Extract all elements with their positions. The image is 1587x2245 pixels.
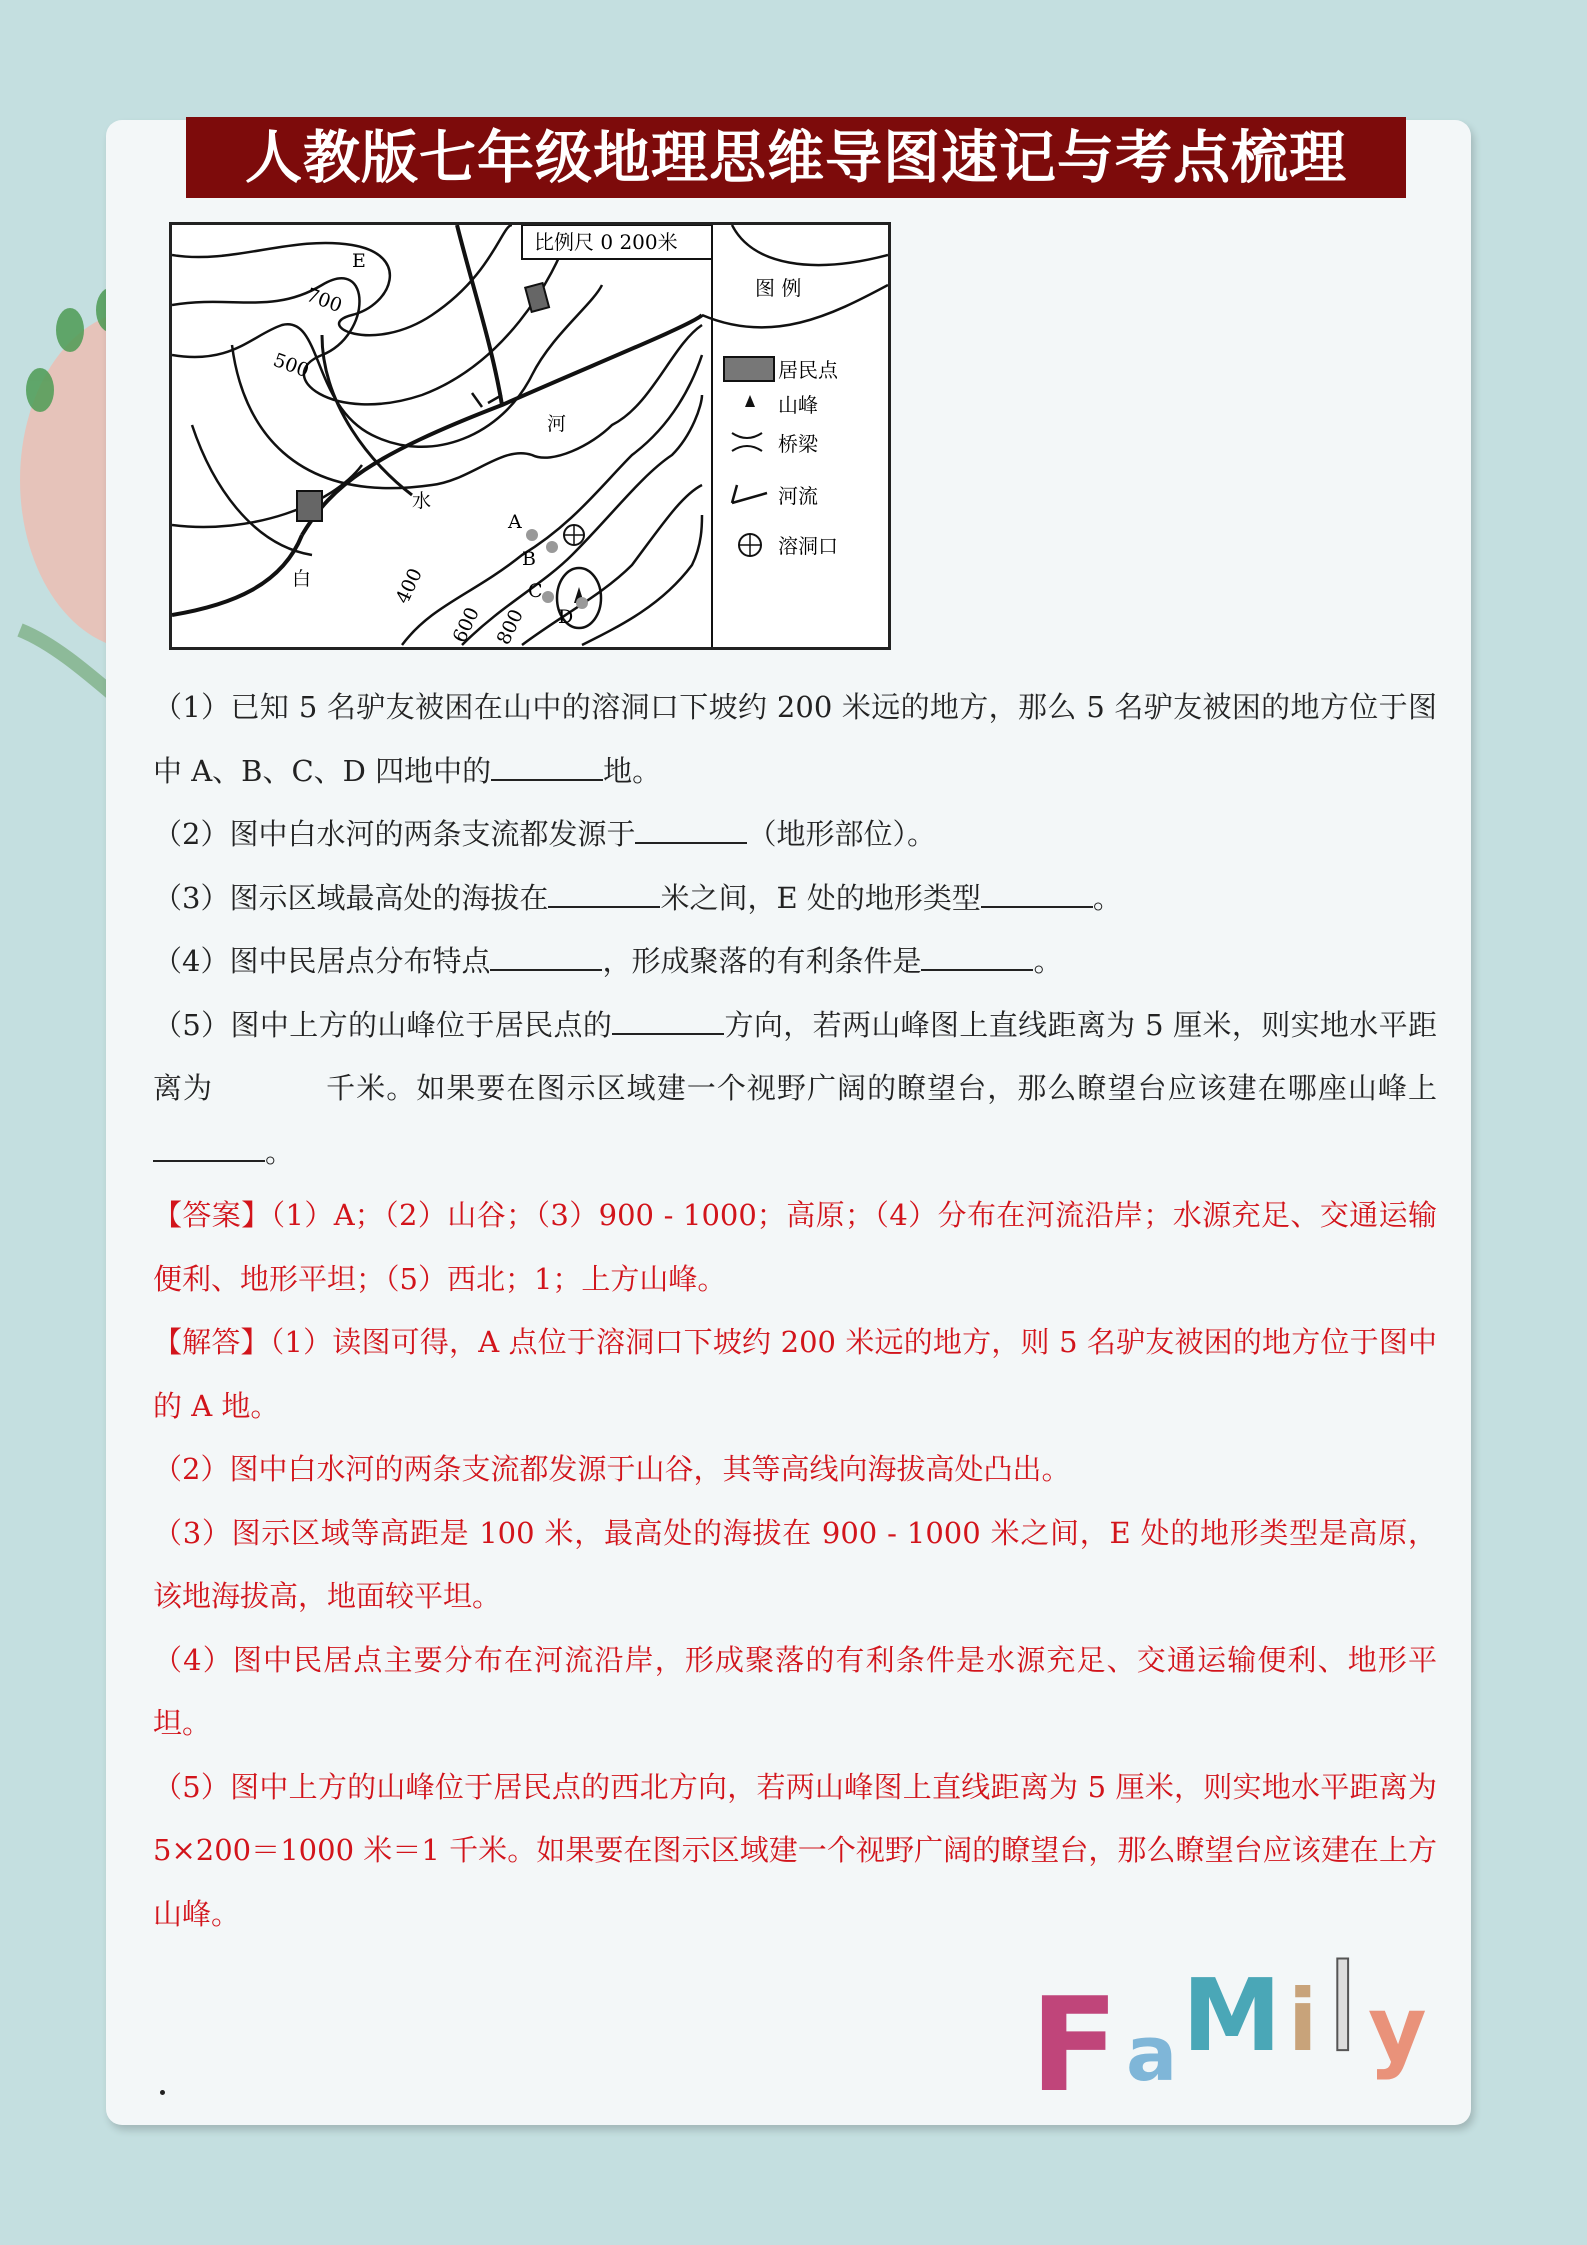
answer-blank[interactable] xyxy=(612,1004,724,1035)
answer-blank[interactable] xyxy=(153,1131,265,1162)
answer-blank[interactable] xyxy=(213,1069,325,1098)
legend-title: 图 例 xyxy=(755,276,802,300)
contour-label-800: 800 xyxy=(492,605,528,647)
question-5: （5）图中上方的山峰位于居民点的 方向，若两山峰图上直线距离为 5 厘米，则实地水平距离为 千米。如果要在图示区域建一个视野广阔的瞭望台，那么瞭望台应该建在哪座山峰上。 xyxy=(153,994,1437,1185)
svg-text:y: y xyxy=(1368,1977,1427,2082)
legend-settlement: 居民点 xyxy=(778,358,838,382)
legend-river: 河流 xyxy=(778,484,818,508)
legend-bridge: 桥梁 xyxy=(778,432,818,456)
point-a: A xyxy=(508,511,522,533)
page-title: 人教版七年级地理思维导图速记与考点梳理 xyxy=(186,117,1406,198)
answer-section xyxy=(153,1184,1437,1311)
answer-blank[interactable] xyxy=(490,940,602,971)
point-c: C xyxy=(528,580,543,602)
river-char-bai: 白 xyxy=(292,568,312,590)
svg-text:a: a xyxy=(1126,2009,1178,2098)
river-char-shui: 水 xyxy=(412,490,432,512)
answer-blank[interactable] xyxy=(981,877,1093,908)
contour-label-400: 400 xyxy=(391,564,427,608)
explanation-4: （4）图中民居点主要分布在河流沿岸，形成聚落的有利条件是水源充足、交通运输便利、地形平坦。 xyxy=(153,1642,1437,1740)
question-3: （3）图示区域最高处的海拔在 米之间，E 处的地形类型 。 xyxy=(153,867,1437,931)
answer-blank[interactable] xyxy=(921,940,1033,971)
contour-map-drawing xyxy=(172,225,888,647)
explanation-2: （2）图中白水河的两条支流都发源于山谷，其等高线向海拔高处凸出。 xyxy=(153,1452,1071,1486)
answer-blank[interactable] xyxy=(635,813,747,844)
answer-text: （1）A；（2）山谷；（3）900 - 1000；高原；（4）分布在河流沿岸；水源充足、交通运输便利、地形平坦；（5）西北；1；上方山峰。 xyxy=(153,1198,1437,1296)
explanation-3: （3）图示区域等高距是 100 米，最高处的海拔在 900 - 1000 米之间，E 处的地形类型是高原，该地海拔高，地面较平坦。 xyxy=(153,1515,1437,1613)
point-d: D xyxy=(558,606,574,628)
river-char-he: 河 xyxy=(547,413,567,435)
explanation-5: （5）图中上方的山峰位于居民点的西北方向，若两山峰图上直线距离为 5 厘米，则实地水平距离为 5×200＝1000 米＝1 千米。如果要在图示区域建一个视野广阔的瞭望台，那么瞭望台应该建在上方山峰。 xyxy=(153,1769,1437,1931)
contour-label-600: 600 xyxy=(448,603,484,647)
question-1: （1）已知 5 名驴友被困在山中的溶洞口下坡约 200 米远的地方，那么 5 名驴友被困的地方位于图中 A、B、C、D 四地中的 地。 xyxy=(153,690,1437,788)
family-logo xyxy=(1030,1900,1450,2110)
point-e: E xyxy=(352,250,366,272)
point-b: B xyxy=(522,548,536,570)
svg-text:M: M xyxy=(1182,1957,1282,2074)
contour-label-700: 700 xyxy=(303,284,345,318)
question-2: （2）图中白水河的两条支流都发源于 （地形部位）。 xyxy=(153,803,1437,867)
contour-label-500: 500 xyxy=(270,349,312,383)
legend-peak: 山峰 xyxy=(778,393,818,417)
svg-text:F: F xyxy=(1030,1969,1119,2110)
explanation-1: 【解答】（1）读图可得，A 点位于溶洞口下坡约 200 米远的地方，则 5 名驴友被困的地方位于图中的 A 地。 xyxy=(153,1325,1437,1423)
question-4: （4）图中民居点分布特点 ，形成聚落的有利条件是 。 xyxy=(153,930,1437,994)
explanation-label: 【解答】 xyxy=(153,1325,270,1359)
bullet-dot xyxy=(160,2090,165,2095)
scale-label: 比例尺 0 200米 xyxy=(534,230,678,254)
question-body xyxy=(153,676,1437,1946)
legend-cave: 溶洞口 xyxy=(778,534,838,558)
answer-blank[interactable] xyxy=(491,750,603,781)
answer-blank[interactable] xyxy=(548,877,660,908)
contour-map xyxy=(169,222,891,650)
answer-label: 【答案】 xyxy=(153,1198,271,1232)
svg-text:l: l xyxy=(1326,1940,1360,2079)
svg-text:i: i xyxy=(1288,1971,1318,2071)
